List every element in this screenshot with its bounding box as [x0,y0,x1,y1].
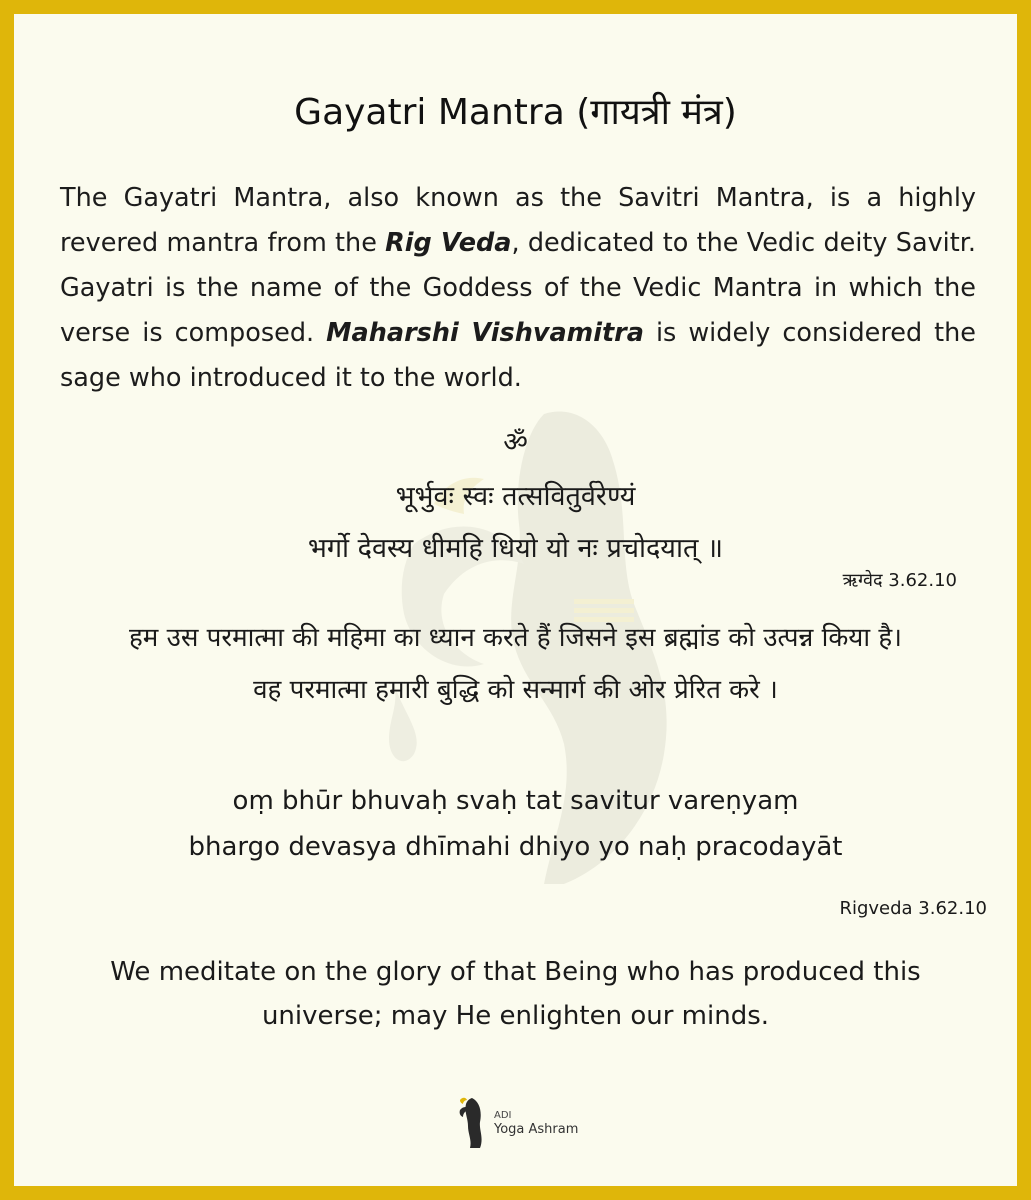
sanskrit-reference: ऋग्वेद 3.62.10 [842,570,957,591]
sanskrit-line-2: भर्गो देवस्य धीमहि धियो यो नः प्रचोदयात् ॥ [307,533,724,564]
rig-veda-highlight: Rig Veda [385,228,512,258]
intro-text-2: , dedicated to the Vedic deity Savitr. Gayatri is the name of the Goddess of the Vedic Mantra in which the verse is composed. [60,228,976,348]
intro-text-3: is widely considered the sage who introduced it to the world. [60,318,976,393]
english-meaning-line-2: universe; may He enlighten our minds. [261,1001,770,1031]
english-meaning-line-1: We meditate on the glory of that Being who has produced this [110,957,921,987]
ashram-logo [454,1094,594,1154]
intro-text-1: The Gayatri Mantra, also known as the Savitri Mantra, is a highly revered mantra from the [60,183,976,258]
transliteration-line-2: bhargo devasya dhīmahi dhiyo yo naḥ pracodayāt [188,832,843,862]
logo-name-text: Yoga Ashram [494,1122,579,1137]
hindi-meaning-line-1: हम उस परमात्मा की महिमा का ध्यान करते हैं जिसने इस ब्रह्मांड को उत्पन्न किया है। [128,623,903,653]
hindi-meaning-line-2: वह परमात्मा हमारी बुद्धि को सन्मार्ग की ओर प्रेरित करे । [253,675,778,705]
logo-figure-icon [454,1094,492,1152]
page-frame [14,14,1017,1186]
transliteration-reference: Rigveda 3.62.10 [839,898,987,919]
sanskrit-line-1: भूर्भुवः स्वः तत्सवितुर्वरेण्यं [395,481,636,512]
om-symbol: ॐ [503,427,528,458]
page-title: Gayatri Mantra (गायत्री मंत्र) [294,92,737,133]
intro-paragraph [60,176,976,401]
logo-adi-text: ADI [494,1110,512,1121]
transliteration-line-1: oṃ bhūr bhuvaḥ svaḥ tat savitur vareṇyaṃ [232,786,799,816]
vishvamitra-highlight: Maharshi Vishvamitra [326,318,644,348]
